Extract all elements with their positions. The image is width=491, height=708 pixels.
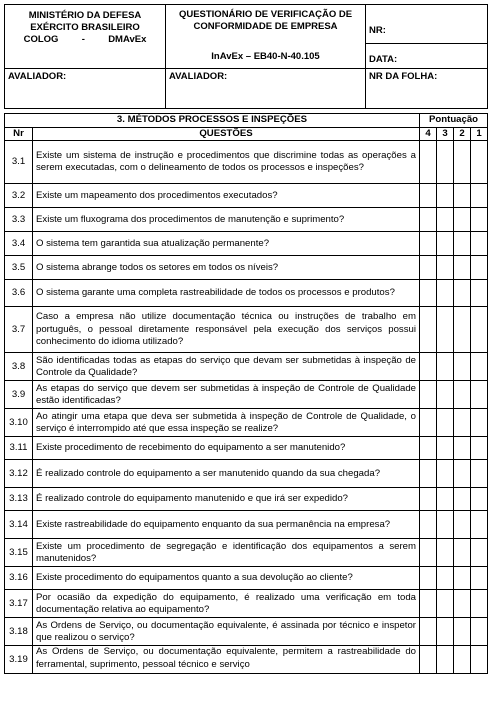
question-text: As Ordens de Serviço, ou documentação equivalente, permitem a rastreabilidade do ferramental, suprimento, pessoal técnico e serviço [33,646,420,674]
score-cell-1[interactable] [471,208,488,232]
question-number: 3.19 [5,646,33,674]
score-cell-2[interactable] [454,646,471,674]
score-cell-3[interactable] [437,409,454,437]
question-row [5,184,488,208]
form-title-line1: QUESTIONÁRIO DE VERIFICAÇÃO DE [178,9,353,20]
score-cell-2[interactable] [454,381,471,409]
question-row [5,590,488,618]
score-column-1: 1 [471,128,488,141]
score-cell-1[interactable] [471,460,488,488]
evaluator-2-field[interactable]: AVALIADOR: [166,69,366,109]
question-text: Existe um procedimento de segregação e identificação dos equipamentos a serem manutenidos? [33,539,420,567]
score-cell-1[interactable] [471,618,488,646]
score-cell-2[interactable] [454,280,471,307]
questions-table [4,113,488,674]
score-cell-3[interactable] [437,437,454,460]
score-cell-2[interactable] [454,208,471,232]
score-cell-4[interactable] [420,460,437,488]
score-cell-2[interactable] [454,256,471,280]
score-cell-3[interactable] [437,208,454,232]
question-row [5,618,488,646]
question-text: É realizado controle do equipamento manutenido e que irá ser expedido? [33,488,420,511]
score-cell-2[interactable] [454,567,471,590]
score-cell-3[interactable] [437,280,454,307]
question-text: Caso a empresa não utilize documentação técnica ou instruções de trabalho em português, o pessoal diretamente responsável pela execução dos serviços possui conhecimento do idioma utilizado? [33,307,420,353]
score-cell-4[interactable] [420,646,437,674]
question-row [5,208,488,232]
question-number: 3.1 [5,141,33,184]
question-number: 3.10 [5,409,33,437]
checklist-page [4,4,487,674]
score-cell-3[interactable] [437,141,454,184]
question-text: O sistema tem garantida sua atualização permanente? [33,232,420,256]
question-text: As Ordens de Serviço, ou documentação equivalente, é assinada por técnico e inspetor que realizou o serviço? [33,618,420,646]
score-cell-2[interactable] [454,184,471,208]
score-header: Pontuação [420,114,488,128]
sheet-number-field[interactable]: NR DA FOLHA: [366,69,488,109]
question-text: As etapas do serviço que devem ser submetidas à inspeção de Controle de Qualidade estão identificadas? [33,381,420,409]
question-number: 3.14 [5,511,33,539]
question-number: 3.16 [5,567,33,590]
org-separator: - [81,34,85,45]
column-header-questions: QUESTÕES [33,128,420,141]
question-row [5,511,488,539]
question-row [5,256,488,280]
score-cell-1[interactable] [471,409,488,437]
score-cell-4[interactable] [420,539,437,567]
nr-field[interactable]: NR: [366,5,487,43]
score-cell-3[interactable] [437,567,454,590]
organization-block [5,5,166,69]
org-dmavex: DMAvEx [108,34,147,45]
date-field[interactable]: DATA: [369,53,398,65]
score-cell-3[interactable] [437,539,454,567]
score-cell-4[interactable] [420,409,437,437]
score-cell-1[interactable] [471,184,488,208]
org-department [5,34,165,46]
score-cell-4[interactable] [420,511,437,539]
question-text: É realizado controle do equipamento a ser manutenido quando da sua chegada? [33,460,420,488]
score-cell-3[interactable] [437,256,454,280]
question-number: 3.11 [5,437,33,460]
form-title-block [166,5,366,69]
question-number: 3.12 [5,460,33,488]
score-cell-2[interactable] [454,460,471,488]
question-number: 3.7 [5,307,33,353]
score-cell-2[interactable] [454,539,471,567]
score-cell-4[interactable] [420,353,437,381]
score-cell-3[interactable] [437,618,454,646]
score-cell-3[interactable] [437,488,454,511]
score-cell-2[interactable] [454,618,471,646]
org-colog: COLOG [23,34,59,45]
score-cell-4[interactable] [420,381,437,409]
score-cell-4[interactable] [420,141,437,184]
score-cell-2[interactable] [454,141,471,184]
question-row [5,307,488,353]
question-row [5,567,488,590]
question-number: 3.5 [5,256,33,280]
question-number: 3.17 [5,590,33,618]
question-text: Existe rastreabilidade do equipamento enquanto da sua permanência na empresa? [33,511,420,539]
score-cell-1[interactable] [471,280,488,307]
score-cell-1[interactable] [471,232,488,256]
score-cell-3[interactable] [437,353,454,381]
org-army: EXÉRCITO BRASILEIRO [30,22,140,33]
score-cell-4[interactable] [420,256,437,280]
score-cell-1[interactable] [471,488,488,511]
score-cell-4[interactable] [420,184,437,208]
question-row [5,409,488,437]
question-row [5,353,488,381]
score-cell-4[interactable] [420,567,437,590]
question-number: 3.2 [5,184,33,208]
question-text: Existe procedimento do equipamentos quanto a sua devolução ao cliente? [33,567,420,590]
score-cell-4[interactable] [420,208,437,232]
org-ministry: MINISTÉRIO DA DEFESA [28,10,142,21]
score-cell-2[interactable] [454,232,471,256]
score-cell-3[interactable] [437,511,454,539]
question-number: 3.18 [5,618,33,646]
score-cell-4[interactable] [420,232,437,256]
score-cell-3[interactable] [437,460,454,488]
score-cell-3[interactable] [437,381,454,409]
form-header [4,4,488,109]
question-row [5,232,488,256]
score-cell-1[interactable] [471,437,488,460]
question-text: Existe procedimento de recebimento do equipamento a ser manutenido? [33,437,420,460]
question-number: 3.8 [5,353,33,381]
score-cell-3[interactable] [437,646,454,674]
score-cell-4[interactable] [420,488,437,511]
score-cell-2[interactable] [454,437,471,460]
question-row [5,460,488,488]
evaluator-1-field[interactable]: AVALIADOR: [5,69,166,109]
score-cell-1[interactable] [471,567,488,590]
question-row [5,488,488,511]
question-text: Existe um fluxograma dos procedimentos de manutenção e suprimento? [33,208,420,232]
section-title: 3. MÉTODOS PROCESSOS E INSPEÇÕES [5,114,420,128]
question-text: São identificadas todas as etapas do serviço que devam ser submetidas à inspeção de Controle da Qualidade? [33,353,420,381]
column-header-nr: Nr [5,128,33,141]
question-number: 3.3 [5,208,33,232]
score-cell-2[interactable] [454,488,471,511]
score-cell-1[interactable] [471,353,488,381]
question-number: 3.9 [5,381,33,409]
question-row [5,141,488,184]
question-text: O sistema garante uma completa rastreabilidade de todos os processos e produtos? [33,280,420,307]
score-column-2: 2 [454,128,471,141]
score-cell-2[interactable] [454,353,471,381]
document-code: InAvEx – EB40-N-40.105 [211,51,320,62]
form-title-line2: CONFORMIDADE DE EMPRESA [193,21,338,32]
question-row [5,280,488,307]
question-row [5,646,488,674]
score-cell-4[interactable] [420,618,437,646]
score-cell-3[interactable] [437,307,454,353]
question-row [5,437,488,460]
question-number: 3.15 [5,539,33,567]
score-cell-1[interactable] [471,307,488,353]
score-cell-4[interactable] [420,280,437,307]
score-cell-4[interactable] [420,590,437,618]
score-cell-1[interactable] [471,511,488,539]
nr-date-block [366,5,488,69]
question-number: 3.13 [5,488,33,511]
score-cell-1[interactable] [471,539,488,567]
question-row [5,381,488,409]
question-number: 3.4 [5,232,33,256]
score-cell-3[interactable] [437,232,454,256]
question-number: 3.6 [5,280,33,307]
score-column-4: 4 [420,128,437,141]
question-text: Por ocasião da expedição do equipamento, é realizado uma verificação em toda documentação relativa ao equipamento? [33,590,420,618]
score-cell-1[interactable] [471,381,488,409]
score-cell-1[interactable] [471,141,488,184]
score-cell-2[interactable] [454,511,471,539]
score-cell-3[interactable] [437,184,454,208]
question-row [5,539,488,567]
score-cell-3[interactable] [437,590,454,618]
question-text: Existe um sistema de instrução e procedimentos que discrimine todas as operações a serem executadas, com o delineamento de todos os processos e inspeções? [33,141,420,184]
score-cell-2[interactable] [454,590,471,618]
score-column-3: 3 [437,128,454,141]
score-cell-4[interactable] [420,437,437,460]
score-cell-2[interactable] [454,409,471,437]
question-text: Ao atingir uma etapa que deva ser submetida à inspeção de Controle de Qualidade, o serviço é interrompido até que essa inspeção se realize? [33,409,420,437]
score-cell-4[interactable] [420,307,437,353]
score-cell-1[interactable] [471,590,488,618]
question-text: Existe um mapeamento dos procedimentos executados? [33,184,420,208]
score-cell-2[interactable] [454,307,471,353]
score-cell-1[interactable] [471,256,488,280]
question-text: O sistema abrange todos os setores em todos os níveis? [33,256,420,280]
score-cell-1[interactable] [471,646,488,674]
